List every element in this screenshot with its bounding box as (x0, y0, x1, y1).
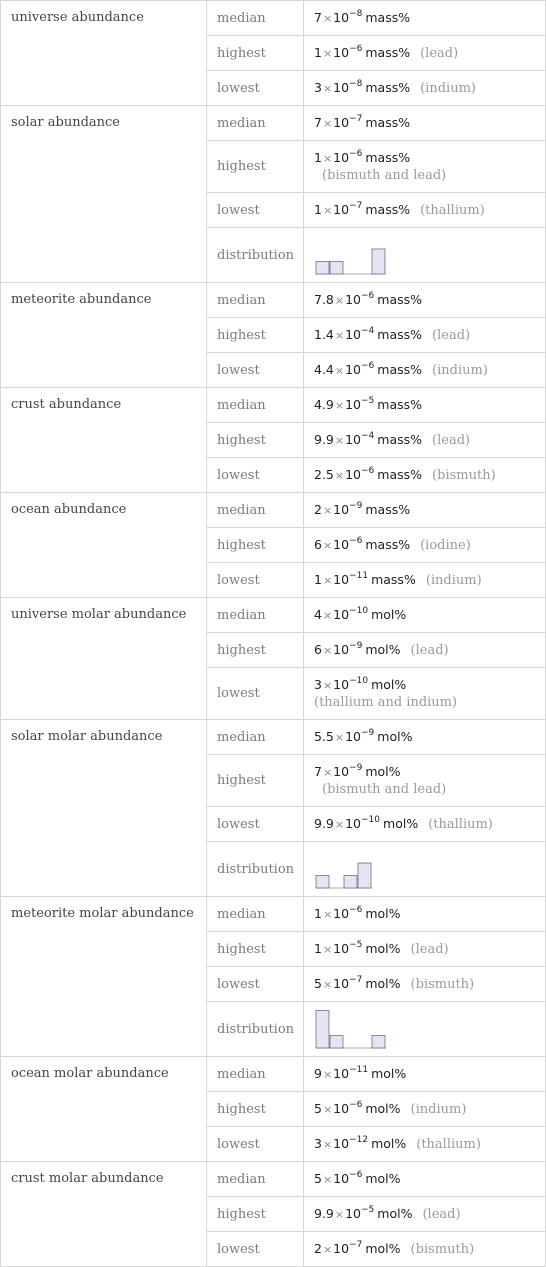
exponent: −6 (361, 466, 375, 476)
table-row (1, 493, 546, 528)
table-row (1, 598, 546, 633)
times-sign: × (334, 434, 345, 447)
mantissa: 1 (314, 906, 322, 921)
unit: mass% (377, 432, 423, 447)
element-note: (lead) (410, 643, 449, 658)
unit: mass% (365, 10, 411, 25)
exponent: −6 (361, 291, 375, 301)
unit: mol% (365, 976, 401, 991)
exponent: −6 (349, 1100, 363, 1110)
times-sign: × (322, 574, 333, 587)
base-ten: 10 (333, 1066, 350, 1081)
element-note: (thallium) (416, 1137, 481, 1152)
sub-property-label: median (207, 388, 304, 423)
value-cell (304, 598, 546, 633)
base-ten: 10 (345, 816, 362, 831)
unit: mol% (371, 1066, 407, 1081)
sub-property-label: highest (207, 423, 304, 458)
mantissa: 1.4 (314, 327, 334, 342)
exponent: −6 (349, 905, 363, 915)
mantissa: 9 (314, 1066, 322, 1081)
sub-property-label: median (207, 1057, 304, 1092)
value-cell (304, 106, 546, 141)
unit: mol% (365, 764, 401, 779)
element-note: (indium) (432, 363, 488, 378)
unit: mol% (377, 729, 413, 744)
base-ten: 10 (333, 1136, 350, 1151)
base-ten: 10 (333, 607, 350, 622)
base-ten: 10 (345, 362, 362, 377)
element-note: (iodine) (420, 538, 471, 553)
mantissa: 4 (314, 607, 322, 622)
mantissa: 2 (314, 502, 322, 517)
value-cell (304, 423, 546, 458)
sub-property-label: lowest (207, 353, 304, 388)
property-name: meteorite abundance (1, 283, 207, 388)
value-cell (304, 755, 546, 807)
base-ten: 10 (333, 502, 350, 517)
times-sign: × (334, 818, 345, 831)
value-cell (304, 141, 546, 193)
element-note: (bismuth and lead) (322, 782, 447, 797)
sub-property-label: median (207, 720, 304, 755)
mantissa: 6 (314, 537, 322, 552)
histogram-bar (344, 876, 357, 889)
exponent: −6 (349, 44, 363, 54)
sub-property-label: highest (207, 755, 304, 807)
times-sign: × (322, 978, 333, 991)
base-ten: 10 (345, 1206, 362, 1221)
mantissa: 1 (314, 202, 322, 217)
unit: mol% (371, 677, 407, 692)
mantissa: 3 (314, 80, 322, 95)
mantissa: 4.4 (314, 362, 334, 377)
mantissa: 7 (314, 764, 322, 779)
sub-property-label: highest (207, 1092, 304, 1127)
unit: mass% (377, 397, 423, 412)
sub-property-label: lowest (207, 668, 304, 720)
distribution-histogram (314, 232, 390, 278)
times-sign: × (322, 12, 333, 25)
sub-property-label: highest (207, 318, 304, 353)
distribution-cell (304, 228, 546, 283)
element-note: (lead) (432, 328, 471, 343)
times-sign: × (322, 1103, 333, 1116)
unit: mol% (365, 941, 401, 956)
unit: mass% (365, 502, 411, 517)
table-row (1, 106, 546, 141)
mantissa: 1 (314, 150, 322, 165)
times-sign: × (322, 1068, 333, 1081)
value-cell (304, 1127, 546, 1162)
sub-property-label: median (207, 283, 304, 318)
property-name: universe abundance (1, 1, 207, 106)
exponent: −9 (349, 641, 363, 651)
mantissa: 7.8 (314, 292, 334, 307)
property-name: crust molar abundance (1, 1162, 207, 1267)
exponent: −9 (349, 501, 363, 511)
sub-property-label: distribution (207, 1002, 304, 1057)
times-sign: × (322, 908, 333, 921)
mantissa: 5.5 (314, 729, 334, 744)
unit: mol% (383, 816, 419, 831)
sub-property-label: lowest (207, 807, 304, 842)
table-row (1, 1162, 546, 1197)
mantissa: 9.9 (314, 1206, 334, 1221)
property-name: meteorite molar abundance (1, 897, 207, 1057)
sub-property-label: median (207, 106, 304, 141)
value-cell (304, 563, 546, 598)
base-ten: 10 (333, 1171, 350, 1186)
property-name: ocean molar abundance (1, 1057, 207, 1162)
histogram-bar (372, 1036, 385, 1049)
base-ten: 10 (345, 432, 362, 447)
table-row (1, 283, 546, 318)
sub-property-label: lowest (207, 1127, 304, 1162)
times-sign: × (322, 539, 333, 552)
histogram-bar (330, 1036, 343, 1049)
mantissa: 4.9 (314, 397, 334, 412)
base-ten: 10 (333, 677, 350, 692)
exponent: −4 (361, 326, 375, 336)
base-ten: 10 (333, 45, 350, 60)
sub-property-label: median (207, 897, 304, 932)
element-note: (bismuth and lead) (322, 168, 447, 183)
property-name: solar abundance (1, 106, 207, 283)
unit: mass% (377, 327, 423, 342)
element-note: (indium) (420, 81, 476, 96)
times-sign: × (334, 731, 345, 744)
mantissa: 1 (314, 941, 322, 956)
histogram-bar (316, 262, 329, 275)
histogram-bar (316, 876, 329, 889)
histogram-bar (358, 863, 371, 888)
base-ten: 10 (345, 397, 362, 412)
times-sign: × (322, 82, 333, 95)
element-note: (lead) (422, 1207, 461, 1222)
mantissa: 7 (314, 10, 322, 25)
value-cell (304, 353, 546, 388)
sub-property-label: highest (207, 633, 304, 668)
value-cell (304, 71, 546, 106)
sub-property-label: distribution (207, 842, 304, 897)
times-sign: × (334, 399, 345, 412)
value-cell (304, 932, 546, 967)
distribution-histogram (314, 1006, 390, 1052)
exponent: −8 (349, 79, 363, 89)
times-sign: × (322, 47, 333, 60)
unit: mass% (365, 537, 411, 552)
unit: mol% (371, 1136, 407, 1151)
mantissa: 5 (314, 976, 322, 991)
times-sign: × (322, 204, 333, 217)
base-ten: 10 (333, 572, 350, 587)
table-row (1, 897, 546, 932)
exponent: −5 (361, 396, 375, 406)
base-ten: 10 (333, 10, 350, 25)
property-name: crust abundance (1, 388, 207, 493)
unit: mass% (377, 292, 423, 307)
value-cell (304, 1197, 546, 1232)
unit: mol% (365, 1101, 401, 1116)
value-cell (304, 967, 546, 1002)
element-note: (bismuth) (410, 1242, 475, 1257)
element-note: (indium) (425, 573, 482, 588)
sub-property-label: lowest (207, 967, 304, 1002)
sub-property-label: highest (207, 528, 304, 563)
sub-property-label: median (207, 1, 304, 36)
times-sign: × (322, 152, 333, 165)
sub-property-label: lowest (207, 1232, 304, 1267)
value-cell (304, 458, 546, 493)
unit: mass% (377, 362, 423, 377)
unit: mass% (365, 150, 411, 165)
element-note: (bismuth) (432, 468, 496, 483)
mantissa: 9.9 (314, 432, 334, 447)
unit: mass% (365, 80, 411, 95)
exponent: −9 (361, 728, 375, 738)
mantissa: 3 (314, 1136, 322, 1151)
histogram-bar (330, 262, 343, 275)
exponent: −6 (361, 361, 375, 371)
sub-property-label: median (207, 598, 304, 633)
value-cell (304, 1162, 546, 1197)
mantissa: 6 (314, 642, 322, 657)
base-ten: 10 (345, 729, 362, 744)
mantissa: 5 (314, 1101, 322, 1116)
property-name: ocean abundance (1, 493, 207, 598)
sub-property-label: distribution (207, 228, 304, 283)
exponent: −11 (349, 571, 369, 581)
exponent: −7 (349, 201, 363, 211)
value-cell (304, 1057, 546, 1092)
property-name: universe molar abundance (1, 598, 207, 720)
exponent: −5 (349, 940, 363, 950)
unit: mol% (365, 1171, 401, 1186)
times-sign: × (334, 329, 345, 342)
times-sign: × (322, 766, 333, 779)
exponent: −10 (349, 606, 369, 616)
times-sign: × (322, 679, 333, 692)
times-sign: × (322, 1173, 333, 1186)
value-cell (304, 807, 546, 842)
table-body (1, 1, 546, 1267)
sub-property-label: highest (207, 932, 304, 967)
exponent: −11 (349, 1065, 369, 1075)
value-cell (304, 1232, 546, 1267)
times-sign: × (322, 504, 333, 517)
sub-property-label: median (207, 493, 304, 528)
times-sign: × (322, 609, 333, 622)
value-cell (304, 36, 546, 71)
exponent: −6 (349, 1170, 363, 1180)
histogram-bar (372, 249, 385, 274)
exponent: −12 (349, 1135, 369, 1145)
value-cell (304, 528, 546, 563)
exponent: −4 (361, 431, 375, 441)
base-ten: 10 (345, 292, 362, 307)
histogram-bar (316, 1011, 329, 1049)
times-sign: × (322, 117, 333, 130)
base-ten: 10 (333, 906, 350, 921)
times-sign: × (322, 644, 333, 657)
exponent: −5 (361, 1205, 375, 1215)
unit: mass% (365, 115, 411, 130)
mantissa: 7 (314, 115, 322, 130)
unit: mass% (371, 572, 416, 587)
sub-property-label: lowest (207, 458, 304, 493)
times-sign: × (334, 364, 345, 377)
table-row (1, 388, 546, 423)
element-note: (lead) (410, 942, 449, 957)
unit: mass% (377, 467, 423, 482)
mantissa: 9.9 (314, 816, 334, 831)
times-sign: × (322, 943, 333, 956)
value-cell (304, 1092, 546, 1127)
base-ten: 10 (333, 941, 350, 956)
sub-property-label: median (207, 1162, 304, 1197)
base-ten: 10 (333, 1101, 350, 1116)
table-row (1, 1057, 546, 1092)
times-sign: × (334, 294, 345, 307)
sub-property-label: lowest (207, 71, 304, 106)
value-cell (304, 388, 546, 423)
sub-property-label: lowest (207, 193, 304, 228)
base-ten: 10 (333, 764, 350, 779)
exponent: −10 (349, 676, 369, 686)
mantissa: 3 (314, 677, 322, 692)
mantissa: 5 (314, 1171, 322, 1186)
base-ten: 10 (333, 150, 350, 165)
unit: mass% (365, 202, 411, 217)
value-cell (304, 318, 546, 353)
exponent: −7 (349, 975, 363, 985)
distribution-cell (304, 1002, 546, 1057)
sub-property-label: lowest (207, 563, 304, 598)
element-note: (thallium) (420, 203, 485, 218)
mantissa: 1 (314, 45, 322, 60)
value-cell (304, 493, 546, 528)
element-note: (lead) (432, 433, 471, 448)
base-ten: 10 (345, 327, 362, 342)
unit: mol% (371, 607, 407, 622)
exponent: −7 (349, 1240, 363, 1250)
value-cell (304, 1, 546, 36)
base-ten: 10 (333, 642, 350, 657)
element-note: (lead) (420, 46, 459, 61)
table-row (1, 1, 546, 36)
element-note: (bismuth) (410, 977, 475, 992)
unit: mol% (377, 1206, 413, 1221)
exponent: −10 (361, 815, 381, 825)
element-note: (indium) (410, 1102, 467, 1117)
property-name: solar molar abundance (1, 720, 207, 897)
sub-property-label: highest (207, 36, 304, 71)
exponent: −6 (349, 149, 363, 159)
times-sign: × (322, 1243, 333, 1256)
value-cell (304, 897, 546, 932)
times-sign: × (334, 1208, 345, 1221)
table-row (1, 720, 546, 755)
mantissa: 2 (314, 1241, 322, 1256)
exponent: −6 (349, 536, 363, 546)
distribution-cell (304, 842, 546, 897)
exponent: −7 (349, 114, 363, 124)
exponent: −8 (349, 9, 363, 19)
distribution-histogram (314, 846, 376, 892)
mantissa: 2.5 (314, 467, 334, 482)
unit: mass% (365, 45, 411, 60)
element-note: (thallium) (428, 817, 493, 832)
unit: mol% (365, 906, 401, 921)
base-ten: 10 (333, 537, 350, 552)
base-ten: 10 (345, 467, 362, 482)
base-ten: 10 (333, 976, 350, 991)
sub-property-label: highest (207, 141, 304, 193)
base-ten: 10 (333, 202, 350, 217)
value-cell (304, 633, 546, 668)
value-cell (304, 193, 546, 228)
base-ten: 10 (333, 80, 350, 95)
element-note: (thallium and indium) (314, 695, 458, 710)
mantissa: 1 (314, 572, 322, 587)
value-cell (304, 668, 546, 720)
exponent: −9 (349, 763, 363, 773)
base-ten: 10 (333, 115, 350, 130)
base-ten: 10 (333, 1241, 350, 1256)
unit: mol% (365, 1241, 401, 1256)
times-sign: × (334, 469, 345, 482)
value-cell (304, 720, 546, 755)
value-cell (304, 283, 546, 318)
times-sign: × (322, 1138, 333, 1151)
unit: mol% (365, 642, 401, 657)
sub-property-label: highest (207, 1197, 304, 1232)
